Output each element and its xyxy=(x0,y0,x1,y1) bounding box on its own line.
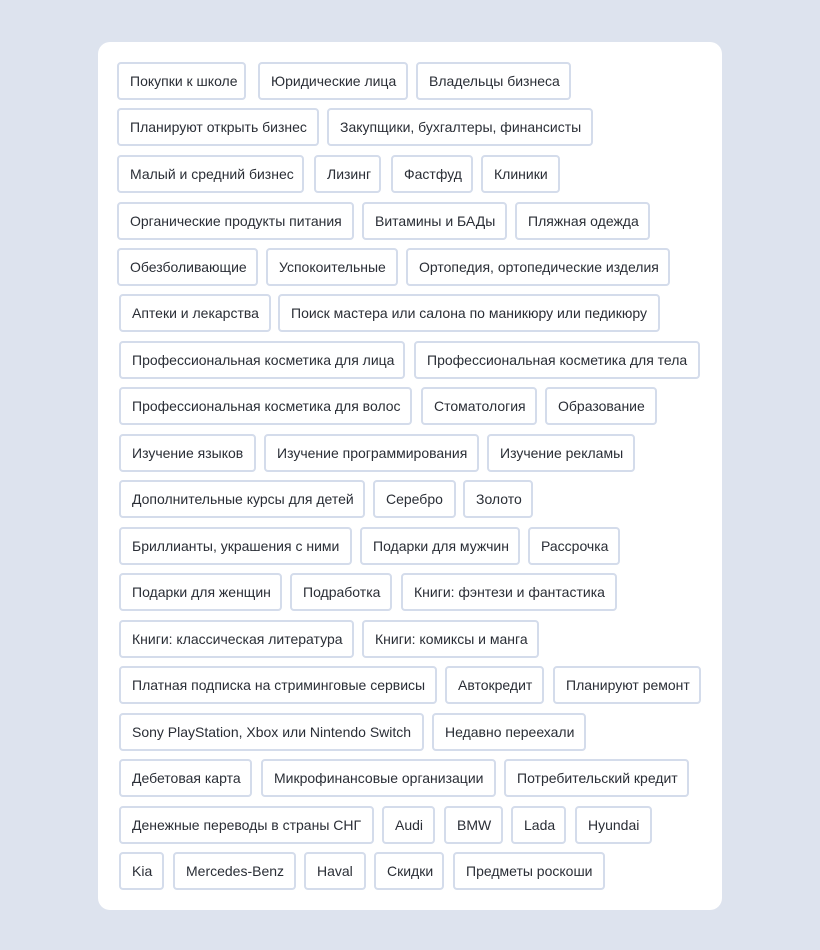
tag-chip[interactable]: Планируют ремонт xyxy=(553,666,701,704)
tag-chip[interactable]: Закупщики, бухгалтеры, финансисты xyxy=(327,108,593,146)
tag-chip[interactable]: Haval xyxy=(304,852,366,890)
tag-chip[interactable]: Аптеки и лекарства xyxy=(119,294,271,332)
tag-chip[interactable]: Микрофинансовые организации xyxy=(261,759,496,797)
tag-chip[interactable]: Изучение рекламы xyxy=(487,434,635,472)
tag-chip[interactable]: Профессиональная косметика для волос xyxy=(119,387,412,425)
tag-chip[interactable]: Hyundai xyxy=(575,806,652,844)
tag-chip[interactable]: Потребительский кредит xyxy=(504,759,689,797)
tag-chip[interactable]: Стоматология xyxy=(421,387,537,425)
tag-chip[interactable]: Планируют открыть бизнес xyxy=(117,108,319,146)
tag-chip[interactable]: Mercedes-Benz xyxy=(173,852,296,890)
tag-chip[interactable]: Книги: комиксы и манга xyxy=(362,620,539,658)
tag-chip[interactable]: Подарки для женщин xyxy=(119,573,282,611)
tag-chip[interactable]: Подарки для мужчин xyxy=(360,527,520,565)
tag-chip[interactable]: Бриллианты, украшения с ними xyxy=(119,527,352,565)
tag-chip[interactable]: Фастфуд xyxy=(391,155,473,193)
tag-chip[interactable]: Органические продукты питания xyxy=(117,202,354,240)
tag-chip[interactable]: Рассрочка xyxy=(528,527,620,565)
tag-chip[interactable]: Дополнительные курсы для детей xyxy=(119,480,365,518)
tag-chip[interactable]: Владельцы бизнеса xyxy=(416,62,571,100)
tag-chip[interactable]: Предметы роскоши xyxy=(453,852,605,890)
tag-cloud xyxy=(98,42,722,910)
tag-chip[interactable]: Витамины и БАДы xyxy=(362,202,507,240)
tag-chip[interactable]: Недавно переехали xyxy=(432,713,586,751)
tag-chip[interactable]: Lada xyxy=(511,806,566,844)
tag-chip[interactable]: Автокредит xyxy=(445,666,544,704)
tag-chip[interactable]: Покупки к школе xyxy=(117,62,246,100)
tag-chip[interactable]: Изучение программирования xyxy=(264,434,479,472)
tag-chip[interactable]: Профессиональная косметика для тела xyxy=(414,341,700,379)
tag-chip[interactable]: Sony PlayStation, Xbox или Nintendo Switch xyxy=(119,713,424,751)
tag-chip[interactable]: Образование xyxy=(545,387,657,425)
tag-chip[interactable]: Обезболивающие xyxy=(117,248,258,286)
tag-chip[interactable]: Скидки xyxy=(374,852,444,890)
tag-chip[interactable]: Юридические лица xyxy=(258,62,408,100)
tag-chip[interactable]: Успокоительные xyxy=(266,248,398,286)
tag-chip[interactable]: Подработка xyxy=(290,573,392,611)
tag-chip[interactable]: Клиники xyxy=(481,155,560,193)
tag-chip[interactable]: Изучение языков xyxy=(119,434,256,472)
tags-card xyxy=(98,42,722,910)
tag-chip[interactable]: Audi xyxy=(382,806,435,844)
tag-chip[interactable]: Платная подписка на стриминговые сервисы xyxy=(119,666,437,704)
tag-chip[interactable]: Денежные переводы в страны СНГ xyxy=(119,806,374,844)
tag-chip[interactable]: Книги: фэнтези и фантастика xyxy=(401,573,617,611)
tag-chip[interactable]: Kia xyxy=(119,852,164,890)
tag-chip[interactable]: Пляжная одежда xyxy=(515,202,650,240)
tag-chip[interactable]: Профессиональная косметика для лица xyxy=(119,341,405,379)
tag-chip[interactable]: Серебро xyxy=(373,480,456,518)
tag-chip[interactable]: BMW xyxy=(444,806,503,844)
tag-chip[interactable]: Поиск мастера или салона по маникюру или педикюру xyxy=(278,294,660,332)
tag-chip[interactable]: Малый и средний бизнес xyxy=(117,155,304,193)
tag-chip[interactable]: Лизинг xyxy=(314,155,381,193)
tag-chip[interactable]: Ортопедия, ортопедические изделия xyxy=(406,248,670,286)
tag-chip[interactable]: Золото xyxy=(463,480,533,518)
tag-chip[interactable]: Книги: классическая литература xyxy=(119,620,354,658)
tag-chip[interactable]: Дебетовая карта xyxy=(119,759,252,797)
